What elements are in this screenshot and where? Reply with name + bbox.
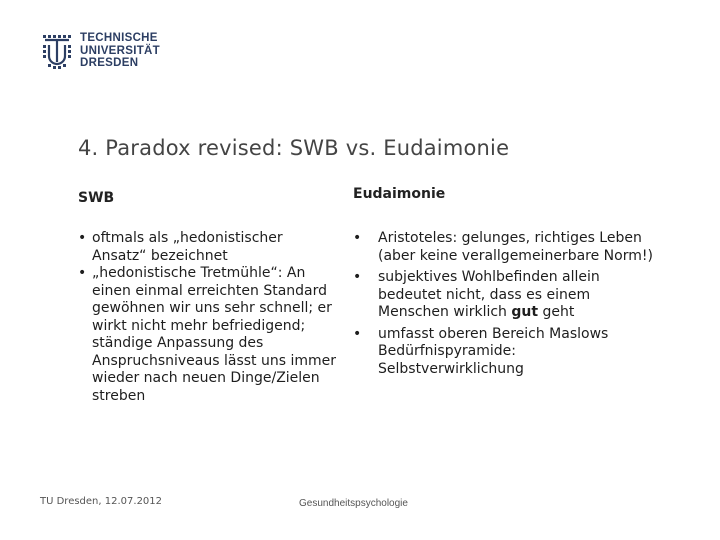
- list-item: • oftmals als „hedonistischer Ansatz“ bezeichnet: [78, 230, 340, 265]
- list-item: • umfasst oberen Bereich Maslows Bedürfnispyramide: Selbstverwirklichung: [353, 326, 653, 379]
- list-item: • „hedonistische Tretmühle“: An einen einmal erreichten Standard gewöhnen wir uns sehr schnell; er wirkt nicht mehr befriedigend; ständige Anpassung des Anspruchsniveaus lässt uns immer wieder nach neuen Dinge/Zielen streben: [78, 265, 340, 405]
- logo-wordmark: [80, 32, 160, 70]
- eudaimonie-bullet-list: [353, 230, 653, 382]
- eudaimonie-heading: Eudaimonie: [353, 186, 446, 202]
- tu-dresden-logo: [40, 30, 160, 72]
- logo-line-2: UNIVERSITÄT: [80, 44, 160, 57]
- swb-heading: SWB: [78, 190, 115, 206]
- slide-title: 4. Paradox revised: SWB vs. Eudaimonie: [78, 136, 510, 160]
- footer-course: Gesundheitspsychologie: [299, 498, 408, 509]
- emphasis-text: gut: [511, 304, 539, 320]
- list-item: • Aristoteles: gelunges, richtiges Leben (aber keine verallgemeinerbare Norm!): [353, 230, 653, 265]
- list-item: [353, 269, 653, 322]
- list-item-text: subjektives Wohlbefinden allein bedeutet nicht, dass es einem Menschen wirklich: [378, 269, 600, 320]
- logo-line-1: TECHNISCHE: [80, 32, 158, 45]
- swb-bullet-list: [78, 230, 340, 405]
- list-item-text: geht: [538, 304, 575, 320]
- tu-dresden-logo-icon: [40, 31, 74, 71]
- footer-date: TU Dresden, 12.07.2012: [40, 496, 163, 507]
- logo-line-3: DRESDEN: [80, 57, 139, 70]
